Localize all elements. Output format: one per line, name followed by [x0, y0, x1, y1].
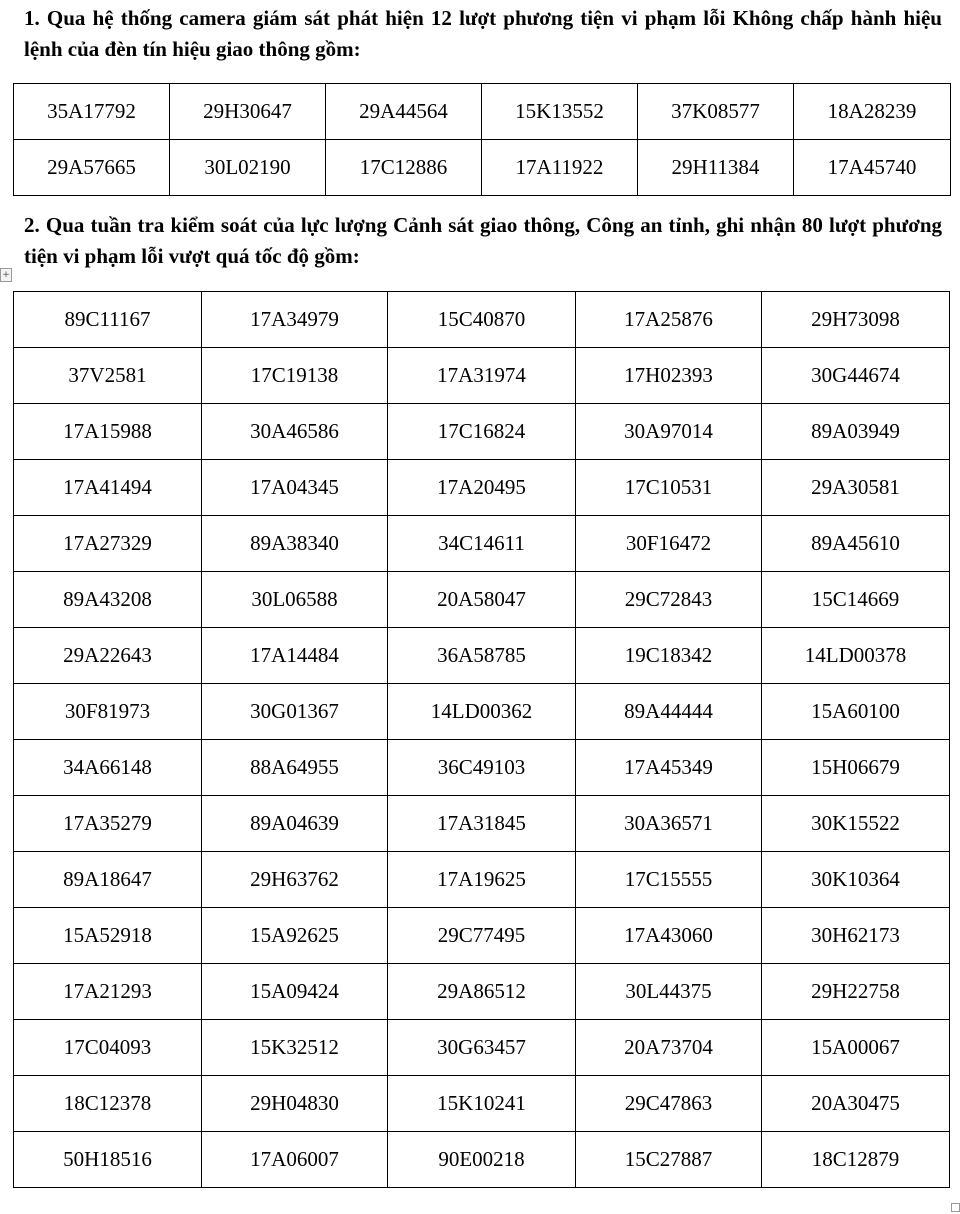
table-row: [14, 908, 950, 964]
plate-cell: 17C04093: [14, 1020, 202, 1076]
table-row: [14, 404, 950, 460]
plate-cell: 17A45740: [794, 140, 951, 196]
plate-cell: 89A18647: [14, 852, 202, 908]
plate-cell: 29C77495: [388, 908, 576, 964]
plate-cell: 18C12879: [762, 1132, 950, 1188]
plate-cell: 17A31974: [388, 348, 576, 404]
plate-cell: 15C40870: [388, 292, 576, 348]
plate-cell: 30G01367: [202, 684, 388, 740]
plate-cell: 36C49103: [388, 740, 576, 796]
plate-cell: 17A14484: [202, 628, 388, 684]
plate-cell: 17A34979: [202, 292, 388, 348]
plate-cell: 37V2581: [14, 348, 202, 404]
plate-cell: 30G63457: [388, 1020, 576, 1076]
section-2-heading: 2. Qua tuần tra kiểm soát của lực lượng Cảnh sát giao thông, Công an tỉnh, ghi nhận 80 lượt phương tiện vi phạm lỗi vượt quá tốc độ gồm:: [24, 213, 942, 268]
plate-cell: 29A57665: [14, 140, 170, 196]
plate-cell: 14LD00362: [388, 684, 576, 740]
plate-cell: 50H18516: [14, 1132, 202, 1188]
plate-cell: 30K10364: [762, 852, 950, 908]
plate-cell: 89A03949: [762, 404, 950, 460]
table-row: [14, 684, 950, 740]
plate-cell: 15K32512: [202, 1020, 388, 1076]
plate-cell: 20A58047: [388, 572, 576, 628]
plate-cell: 17C10531: [576, 460, 762, 516]
table-row: [14, 852, 950, 908]
plate-cell: 15H06679: [762, 740, 950, 796]
plate-cell: 29C72843: [576, 572, 762, 628]
table-row: [14, 796, 950, 852]
plate-cell: 29A30581: [762, 460, 950, 516]
move-handle-icon[interactable]: +: [0, 268, 12, 282]
plate-cell: 30H62173: [762, 908, 950, 964]
plate-cell: 17A06007: [202, 1132, 388, 1188]
plate-cell: 29H04830: [202, 1076, 388, 1132]
plate-cell: 15A92625: [202, 908, 388, 964]
plate-cell: 17A11922: [482, 140, 638, 196]
plate-cell: 88A64955: [202, 740, 388, 796]
table-row: [14, 348, 950, 404]
plate-cell: 29A86512: [388, 964, 576, 1020]
table-row: [14, 84, 951, 140]
plate-cell: 34A66148: [14, 740, 202, 796]
table-row: [14, 460, 950, 516]
plate-cell: 17A15988: [14, 404, 202, 460]
table-row: [14, 292, 950, 348]
plate-cell: 30G44674: [762, 348, 950, 404]
plate-cell: 29A44564: [326, 84, 482, 140]
plate-cell: 29H11384: [638, 140, 794, 196]
plate-cell: 17A41494: [14, 460, 202, 516]
plate-cell: 30F81973: [14, 684, 202, 740]
table-row: [14, 628, 950, 684]
table-row: [14, 140, 951, 196]
plate-cell: 17A19625: [388, 852, 576, 908]
plate-cell: 17A21293: [14, 964, 202, 1020]
plate-cell: 89A04639: [202, 796, 388, 852]
plate-cell: 15K13552: [482, 84, 638, 140]
plate-cell: 89C11167: [14, 292, 202, 348]
plate-cell: 90E00218: [388, 1132, 576, 1188]
plate-cell: 29H30647: [170, 84, 326, 140]
plate-cell: 29A22643: [14, 628, 202, 684]
plate-cell: 34C14611: [388, 516, 576, 572]
resize-handle-icon[interactable]: [951, 1203, 960, 1212]
plate-cell: 15A52918: [14, 908, 202, 964]
plate-cell: 20A73704: [576, 1020, 762, 1076]
plate-cell: 15C27887: [576, 1132, 762, 1188]
plate-cell: 30L06588: [202, 572, 388, 628]
plate-cell: 17A27329: [14, 516, 202, 572]
plate-cell: 30A36571: [576, 796, 762, 852]
table-row: [14, 1076, 950, 1132]
plate-cell: 18A28239: [794, 84, 951, 140]
plate-cell: 17C16824: [388, 404, 576, 460]
plate-cell: 29H73098: [762, 292, 950, 348]
plate-cell: 17A45349: [576, 740, 762, 796]
plate-cell: 17A20495: [388, 460, 576, 516]
plate-cell: 36A58785: [388, 628, 576, 684]
plate-cell: 17A43060: [576, 908, 762, 964]
plate-cell: 15C14669: [762, 572, 950, 628]
plate-cell: 30L02190: [170, 140, 326, 196]
plate-cell: 89A43208: [14, 572, 202, 628]
table-row: [14, 1020, 950, 1076]
plate-cell: 14LD00378: [762, 628, 950, 684]
plate-cell: 89A44444: [576, 684, 762, 740]
plate-cell: 20A30475: [762, 1076, 950, 1132]
table-row: [14, 740, 950, 796]
plate-cell: 30F16472: [576, 516, 762, 572]
plate-cell: 35A17792: [14, 84, 170, 140]
plate-cell: 29H22758: [762, 964, 950, 1020]
plate-cell: 30L44375: [576, 964, 762, 1020]
plate-cell: 17C12886: [326, 140, 482, 196]
section-1-heading: 1. Qua hệ thống camera giám sát phát hiện 12 lượt phương tiện vi phạm lỗi Không chấp hành hiệu lệnh của đèn tín hiệu giao thông gồm:: [24, 6, 942, 61]
plate-cell: 29H63762: [202, 852, 388, 908]
plate-cell: 17A25876: [576, 292, 762, 348]
plate-cell: 15K10241: [388, 1076, 576, 1132]
plate-cell: 37K08577: [638, 84, 794, 140]
plate-cell: 17C19138: [202, 348, 388, 404]
table-row: [14, 964, 950, 1020]
plate-cell: 30A46586: [202, 404, 388, 460]
table-row: [14, 572, 950, 628]
plate-cell: 15A00067: [762, 1020, 950, 1076]
plate-cell: 30K15522: [762, 796, 950, 852]
plate-cell: 17H02393: [576, 348, 762, 404]
plate-cell: 29C47863: [576, 1076, 762, 1132]
plate-cell: 30A97014: [576, 404, 762, 460]
plate-cell: 15A60100: [762, 684, 950, 740]
plate-cell: 17C15555: [576, 852, 762, 908]
plate-cell: 15A09424: [202, 964, 388, 1020]
plate-cell: 17A04345: [202, 460, 388, 516]
table-row: [14, 516, 950, 572]
plate-cell: 19C18342: [576, 628, 762, 684]
table-row: [14, 1132, 950, 1188]
plate-cell: 17A31845: [388, 796, 576, 852]
speeding-violations-table: [13, 291, 950, 1188]
traffic-light-violations-table: [13, 83, 951, 196]
plate-cell: 89A45610: [762, 516, 950, 572]
plate-cell: 17A35279: [14, 796, 202, 852]
plate-cell: 89A38340: [202, 516, 388, 572]
plate-cell: 18C12378: [14, 1076, 202, 1132]
